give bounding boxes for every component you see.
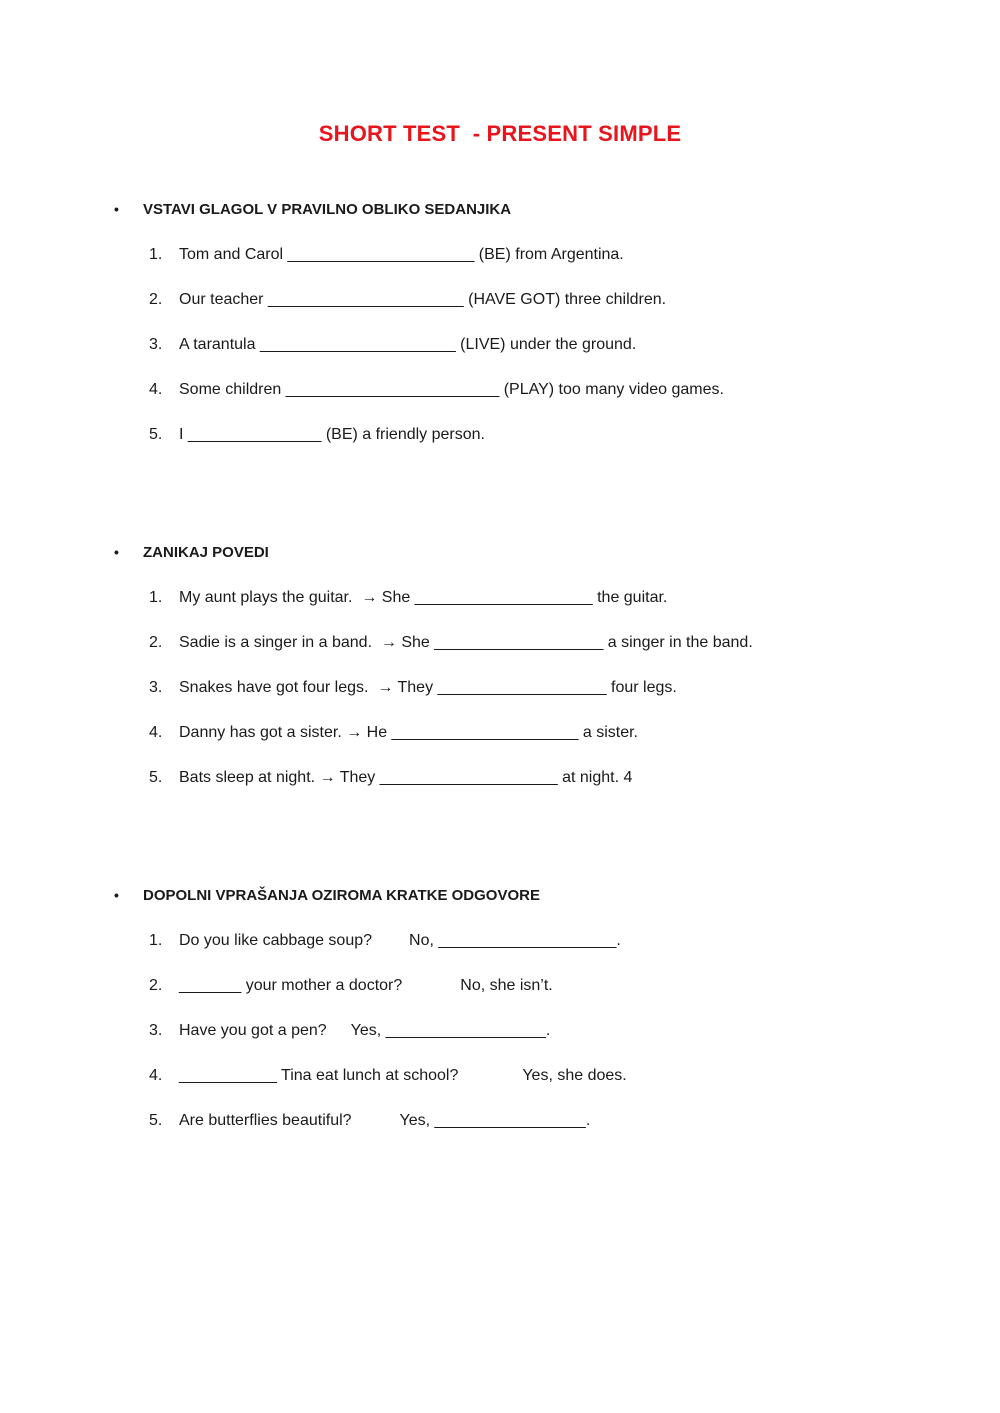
- item-answer: No, ____________________.: [409, 932, 621, 949]
- item-question: ___________ Tina eat lunch at school?: [179, 1067, 459, 1084]
- item-number: 3.: [149, 679, 163, 696]
- item-answer: Yes, _________________.: [399, 1112, 591, 1129]
- section-2-heading-text: ZANIKAJ POVEDI: [143, 544, 269, 561]
- section-2-item-1: [149, 589, 667, 607]
- item-question: Have you got a pen?: [179, 1022, 327, 1039]
- item-number: 1.: [149, 932, 163, 949]
- section-2-item-2: [149, 634, 753, 652]
- section-3-item-4: [149, 1067, 627, 1085]
- item-question: Are butterflies beautiful?: [179, 1112, 352, 1129]
- item-text: Snakes have got four legs. → They ___________________ four legs.: [179, 679, 677, 696]
- section-1-item-4: [149, 381, 724, 399]
- section-3-item-1: [149, 932, 621, 950]
- item-number: 1.: [149, 246, 163, 263]
- section-3-heading: [114, 887, 540, 904]
- item-question: _______ your mother a doctor?: [179, 977, 403, 994]
- bullet-icon: •: [114, 544, 119, 560]
- section-1-item-5: [149, 426, 485, 444]
- item-text: Sadie is a singer in a band. → She ___________________ a singer in the band.: [179, 634, 753, 651]
- item-number: 5.: [149, 426, 163, 443]
- item-text: Danny has got a sister. → He _____________________ a sister.: [179, 724, 638, 741]
- section-3-heading-text: DOPOLNI VPRAŠANJA OZIROMA KRATKE ODGOVORE: [143, 887, 540, 904]
- item-text: I _______________ (BE) a friendly person.: [179, 426, 485, 443]
- item-number: 3.: [149, 1022, 163, 1039]
- item-number: 4.: [149, 381, 163, 398]
- bullet-icon: •: [114, 887, 119, 903]
- item-answer: No, she isn’t.: [460, 977, 553, 994]
- item-answer: Yes, she does.: [522, 1067, 627, 1084]
- section-3-item-3: [149, 1022, 550, 1040]
- section-1-heading: [114, 201, 511, 218]
- section-2-heading: [114, 544, 269, 561]
- section-2-item-3: [149, 679, 677, 697]
- section-1-item-3: [149, 336, 636, 354]
- section-3-item-5: [149, 1112, 590, 1130]
- item-number: 1.: [149, 589, 163, 606]
- item-number: 5.: [149, 1112, 163, 1129]
- item-number: 4.: [149, 1067, 163, 1084]
- section-2-item-5: [149, 769, 632, 787]
- item-text: Tom and Carol _____________________ (BE) from Argentina.: [179, 246, 624, 263]
- section-1-item-1: [149, 246, 624, 264]
- item-number: 3.: [149, 336, 163, 353]
- item-number: 2.: [149, 634, 163, 651]
- page-title: SHORT TEST - PRESENT SIMPLE: [318, 121, 682, 146]
- section-1-item-2: [149, 291, 666, 309]
- section-3-item-2: [149, 977, 553, 995]
- section-2-item-4: [149, 724, 638, 742]
- item-text: Our teacher ______________________ (HAVE GOT) three children.: [179, 291, 667, 308]
- item-number: 4.: [149, 724, 163, 741]
- item-number: 2.: [149, 291, 163, 308]
- item-text: Bats sleep at night. → They ____________________ at night. 4: [179, 769, 633, 786]
- item-answer: Yes, __________________.: [350, 1022, 551, 1039]
- item-text: Some children ________________________ (PLAY) too many video games.: [179, 381, 724, 398]
- section-1-heading-text: VSTAVI GLAGOL V PRAVILNO OBLIKO SEDANJIKA: [143, 201, 512, 218]
- bullet-icon: •: [114, 201, 119, 217]
- item-question: Do you like cabbage soup?: [179, 932, 373, 949]
- item-text: My aunt plays the guitar. → She ____________________ the guitar.: [179, 589, 668, 606]
- item-number: 2.: [149, 977, 163, 994]
- item-text: A tarantula ______________________ (LIVE) under the ground.: [179, 336, 637, 353]
- item-number: 5.: [149, 769, 163, 786]
